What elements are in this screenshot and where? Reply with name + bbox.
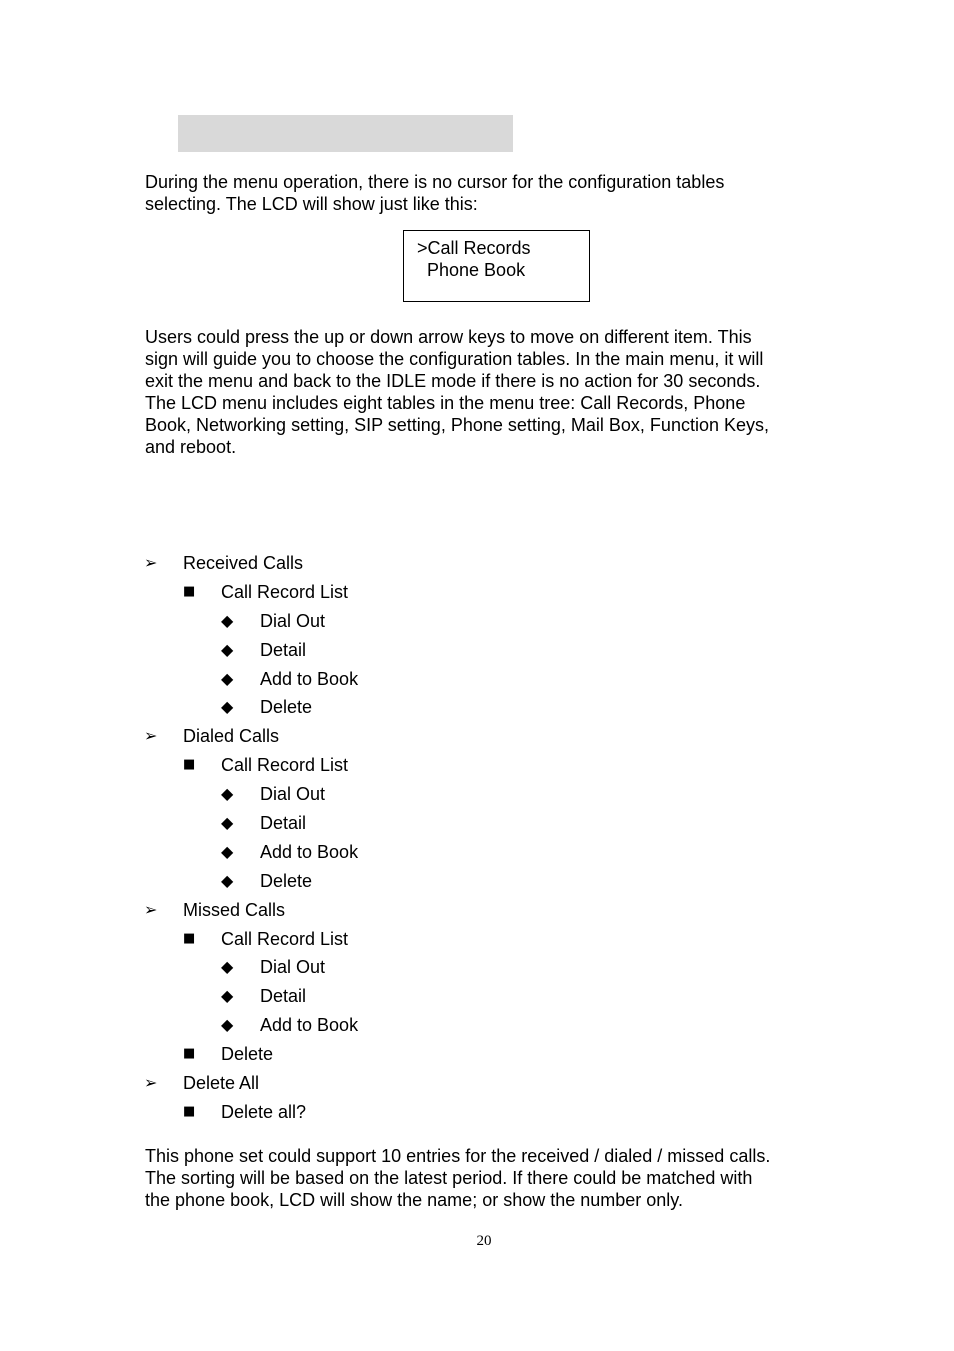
diamond-bullet-icon: ◆ xyxy=(221,639,234,659)
menu-tree-item-label: Detail xyxy=(260,639,307,660)
menu-tree-item xyxy=(0,722,954,751)
lcd-line: Phone Book xyxy=(417,260,526,280)
menu-tree-item xyxy=(0,982,954,1011)
diamond-bullet-icon: ◆ xyxy=(221,957,234,977)
menu-tree-item-label: Delete all? xyxy=(221,1101,307,1122)
menu-tree-list xyxy=(0,549,954,1127)
body-line: The LCD menu includes eight tables in the menu tree: Call Records, Phone xyxy=(145,393,746,413)
body-line: sign will guide you to choose the configuration tables. In the main menu, it will xyxy=(145,349,764,369)
arrowhead-bullet-icon: ➢ xyxy=(144,553,158,572)
body-line: exit the menu and back to the IDLE mode if there is no action for 30 seconds. xyxy=(145,371,761,391)
menu-tree-item xyxy=(0,953,954,982)
menu-tree-item xyxy=(0,607,954,636)
menu-tree-item xyxy=(0,896,954,925)
menu-tree-item xyxy=(0,636,954,665)
menu-tree-item-label: Call Record List xyxy=(221,928,349,949)
menu-tree-item xyxy=(0,838,954,867)
diamond-bullet-icon: ◆ xyxy=(221,1015,234,1035)
square-bullet-icon: ■ xyxy=(183,1046,196,1062)
diamond-bullet-icon: ◆ xyxy=(221,986,234,1006)
menu-tree-item xyxy=(0,1098,954,1127)
square-bullet-icon: ■ xyxy=(183,757,196,773)
menu-tree-item-label: Detail xyxy=(260,813,307,834)
menu-tree-item xyxy=(0,780,954,809)
closing-line: The sorting will be based on the latest period. If there could be matched with xyxy=(145,1168,753,1188)
menu-tree-item-label: Delete xyxy=(221,1044,274,1065)
square-bullet-icon: ■ xyxy=(183,1103,196,1119)
menu-tree-item-label: Dial Out xyxy=(260,784,326,805)
menu-tree-item-label: Call Record List xyxy=(221,581,349,602)
menu-tree-item xyxy=(0,549,954,578)
menu-tree-item xyxy=(0,665,954,694)
menu-tree-item-label: Call Record List xyxy=(221,755,349,776)
arrowhead-bullet-icon: ➢ xyxy=(144,1073,158,1093)
menu-tree-item-label: Delete xyxy=(260,697,313,718)
arrowhead-bullet-icon: ➢ xyxy=(144,899,158,919)
body-line: and reboot. xyxy=(145,437,237,457)
body-line: Book, Networking setting, SIP setting, Phone setting, Mail Box, Function Keys, xyxy=(145,415,769,435)
section-heading-placeholder xyxy=(178,115,513,152)
closing-line: the phone book, LCD will show the name; or show the number only. xyxy=(145,1190,683,1210)
diamond-bullet-icon: ◆ xyxy=(221,870,234,890)
closing-paragraph xyxy=(145,1145,825,1211)
diamond-bullet-icon: ◆ xyxy=(221,841,234,861)
diamond-bullet-icon: ◆ xyxy=(221,813,234,833)
lcd-line: >Call Records xyxy=(417,238,531,258)
intro-line: selecting. The LCD will show just like this: xyxy=(145,194,478,214)
menu-tree-item xyxy=(0,1011,954,1040)
intro-line: During the menu operation, there is no cursor for the configuration tables xyxy=(145,172,725,192)
menu-tree-item-label: Add to Book xyxy=(260,668,359,689)
diamond-bullet-icon: ◆ xyxy=(221,668,234,688)
menu-tree-item xyxy=(0,693,954,722)
menu-tree-item xyxy=(0,1040,954,1069)
menu-tree-item xyxy=(0,809,954,838)
menu-tree-item xyxy=(0,925,954,954)
diamond-bullet-icon: ◆ xyxy=(221,697,234,717)
square-bullet-icon: ■ xyxy=(183,583,196,599)
menu-tree-item xyxy=(0,1069,954,1098)
menu-tree-item-label: Delete All xyxy=(183,1073,260,1094)
menu-tree-item-label: Detail xyxy=(260,986,307,1007)
menu-tree-item-label: Dial Out xyxy=(260,957,326,978)
menu-tree-item-label: Missed Calls xyxy=(183,899,286,920)
menu-tree-item xyxy=(0,578,954,607)
menu-tree-item-label: Received Calls xyxy=(183,553,304,573)
arrowhead-bullet-icon: ➢ xyxy=(144,726,158,746)
menu-tree-item xyxy=(0,751,954,780)
intro-paragraph xyxy=(145,171,825,215)
square-bullet-icon: ■ xyxy=(183,930,196,946)
diamond-bullet-icon: ◆ xyxy=(221,610,234,630)
diamond-bullet-icon: ◆ xyxy=(221,784,234,804)
menu-tree-item-label: Dialed Calls xyxy=(183,726,280,747)
lcd-display-example xyxy=(403,230,590,302)
body-line: Users could press the up or down arrow keys to move on different item. This xyxy=(145,327,752,347)
menu-tree-item-label: Delete xyxy=(260,870,313,891)
body-paragraph xyxy=(145,326,825,458)
menu-tree-item-label: Add to Book xyxy=(260,1015,359,1036)
menu-tree-item-label: Add to Book xyxy=(260,841,359,862)
closing-line: This phone set could support 10 entries for the received / dialed / missed calls. xyxy=(145,1146,771,1166)
page-number: 20 xyxy=(476,1233,492,1249)
menu-tree-item-label: Dial Out xyxy=(260,610,326,631)
menu-tree-item xyxy=(0,867,954,896)
